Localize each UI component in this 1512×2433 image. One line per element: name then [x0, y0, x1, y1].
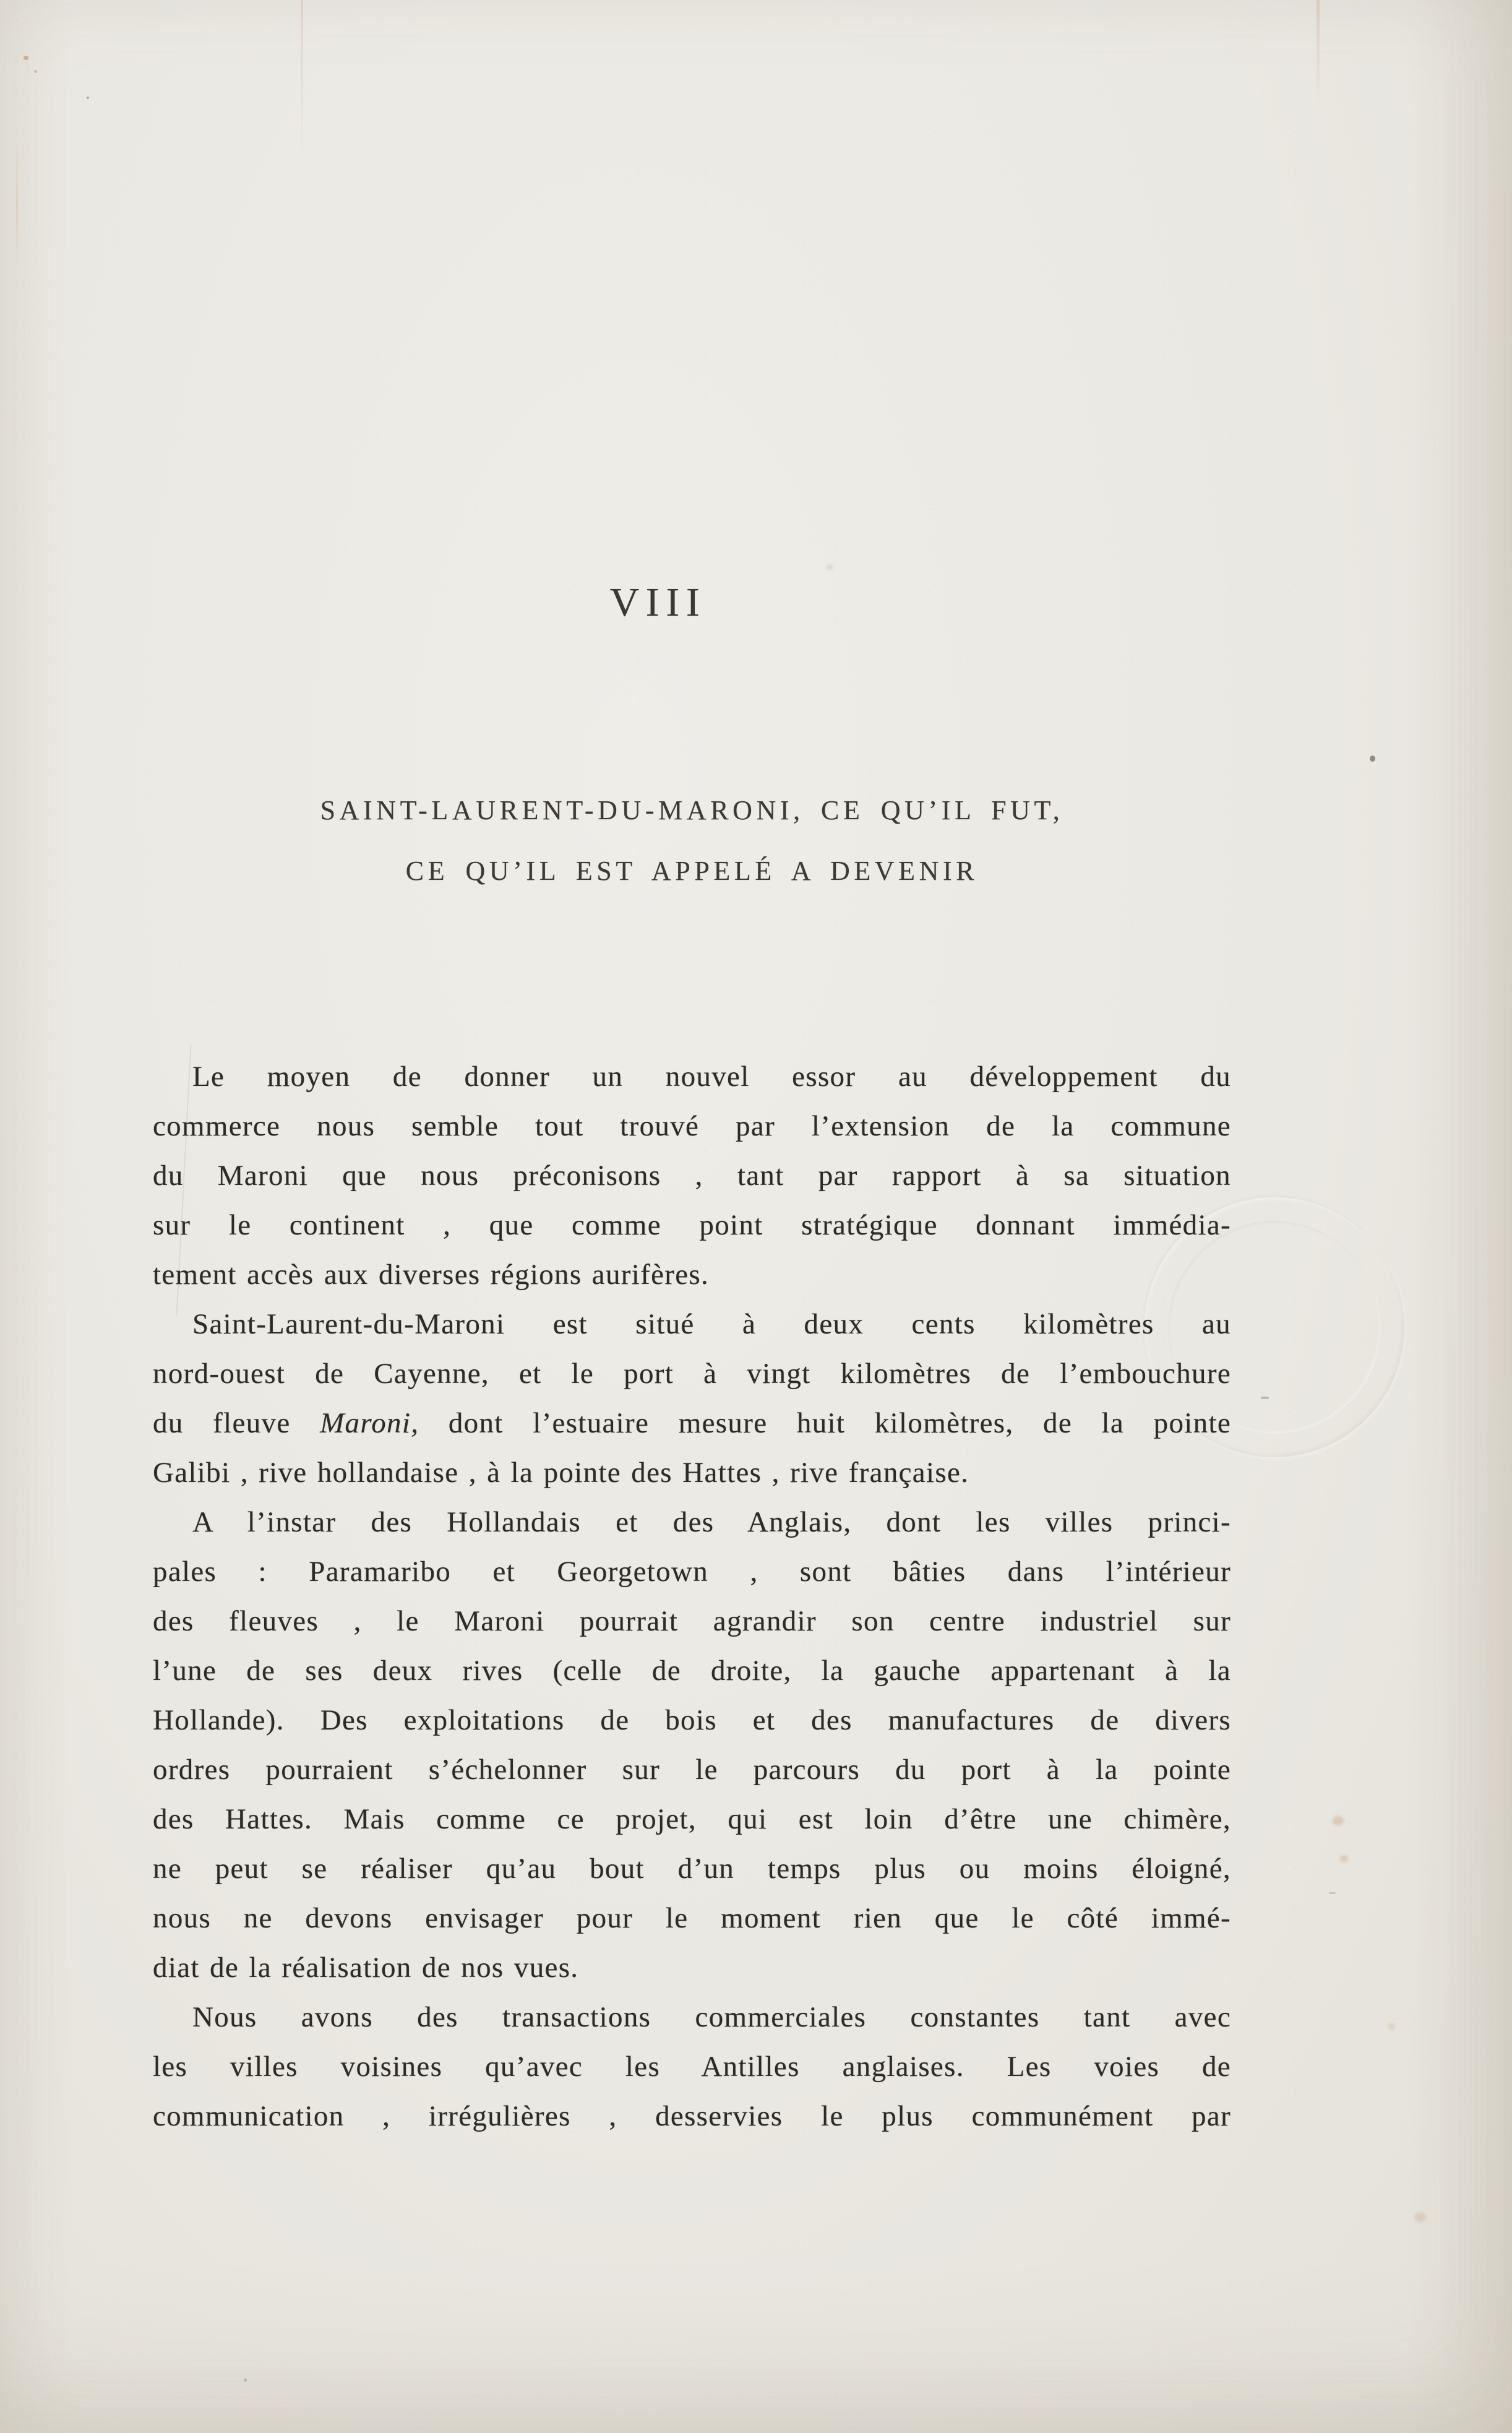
text-segment: les villes voisines qu’avec les Antilles anglaises. Les voies de: [153, 2051, 1231, 2083]
chapter-title-line2: CE QU’IL EST APPELÉ A DEVENIR: [405, 856, 979, 886]
ink-speck: [1261, 1397, 1269, 1399]
body-text: [153, 1052, 1231, 2141]
text-segment: communication , irrégulières , desservies le plus communément par: [153, 2100, 1231, 2132]
italic-word: Maroni,: [320, 1407, 419, 1439]
ink-speck: [1329, 1892, 1336, 1894]
text-segment: tement accès aux diverses régions aurifères.: [153, 1259, 710, 1291]
text-line: [153, 1794, 1231, 1844]
text-segment: Hollande). Des exploitations de bois et des manufactures de divers: [153, 1704, 1231, 1736]
text-segment: A l’instar des Hollandais et des Anglais, dont les villes princi-: [192, 1506, 1231, 1538]
paragraph: [153, 1992, 1231, 2141]
text-segment: du Maroni que nous préconisons , tant par rapport à sa situation: [153, 1160, 1231, 1192]
paper-streak: [1317, 0, 1320, 108]
text-line: [153, 1695, 1231, 1745]
text-segment: Le moyen de donner un nouvel essor au développement du: [192, 1061, 1231, 1093]
paper-streak: [301, 0, 303, 161]
text-segment: Saint-Laurent-du-Maroni est situé à deux cents kilomètres au: [192, 1308, 1231, 1340]
text-line: [153, 2091, 1231, 2141]
text-segment: du fleuve: [153, 1407, 320, 1439]
text-line: [153, 1596, 1231, 1646]
paper-streak: [16, 139, 18, 269]
text-segment: commerce nous semble tout trouvé par l’extension de la commune: [153, 1110, 1231, 1142]
paragraph: [153, 1052, 1231, 1299]
paragraph: [153, 1497, 1231, 1992]
text-line: [153, 1497, 1231, 1547]
foxing-speck: [827, 564, 833, 570]
foxing-speck: [1388, 2023, 1395, 2030]
text-segment: diat de la réalisation de nos vues.: [153, 1952, 579, 1984]
ink-speck: [244, 2379, 247, 2382]
text-line: [153, 1250, 1231, 1299]
foxing-speck: [34, 70, 37, 73]
text-segment: Galibi , rive hollandaise , à la pointe des Hattes , rive française.: [153, 1457, 969, 1489]
chapter-number: VIII: [609, 580, 707, 625]
text-segment: dont l’estuaire mesure huit kilomètres, de la pointe: [419, 1407, 1232, 1439]
text-segment: pales : Paramaribo et Georgetown , sont bâties dans l’intérieur: [153, 1556, 1231, 1588]
paragraph: [153, 1299, 1231, 1497]
ink-speck: [87, 97, 89, 99]
text-line: [153, 1893, 1231, 1943]
text-line: [153, 1646, 1231, 1695]
text-segment: l’une de ses deux rives (celle de droite, la gauche appartenant à la: [153, 1655, 1231, 1687]
text-line: [153, 1349, 1231, 1398]
text-segment: sur le continent , que comme point stratégique donnant immédia-: [153, 1209, 1231, 1241]
text-line: [153, 1052, 1231, 1101]
text-segment: ne peut se réaliser qu’au bout d’un temps plus ou moins éloigné,: [153, 1853, 1231, 1885]
text-segment: nord-ouest de Cayenne, et le port à vingt kilomètres de l’embouchure: [153, 1358, 1231, 1390]
text-line: [153, 1745, 1231, 1794]
foxing-speck: [1340, 1855, 1348, 1862]
text-line: [153, 1299, 1231, 1349]
text-segment: ordres pourraient s’échelonner sur le parcours du port à la pointe: [153, 1754, 1231, 1786]
text-line: [153, 1547, 1231, 1596]
text-segment: nous ne devons envisager pour le moment rien que le côté immé-: [153, 1902, 1231, 1934]
ink-speck: [1370, 756, 1375, 762]
text-line: [153, 1448, 1231, 1497]
text-line: [153, 1844, 1231, 1893]
text-line: [153, 1398, 1231, 1448]
text-segment: Nous avons des transactions commerciales constantes tant avec: [192, 2001, 1231, 2033]
text-line: [153, 1200, 1231, 1250]
text-segment: des Hattes. Mais comme ce projet, qui est loin d’être une chimère,: [153, 1803, 1231, 1835]
text-line: [153, 1101, 1231, 1151]
text-segment: des fleuves , le Maroni pourrait agrandir son centre industriel sur: [153, 1605, 1231, 1637]
text-line: [153, 1943, 1231, 1992]
foxing-speck: [1333, 1816, 1344, 1825]
foxing-speck: [24, 56, 28, 60]
chapter-title-line1: SAINT-LAURENT-DU-MARONI, CE QU’IL FUT,: [320, 795, 1064, 825]
foxing-speck: [1414, 2212, 1426, 2222]
text-line: [153, 1992, 1231, 2042]
text-line: [153, 2042, 1231, 2091]
text-line: [153, 1151, 1231, 1200]
